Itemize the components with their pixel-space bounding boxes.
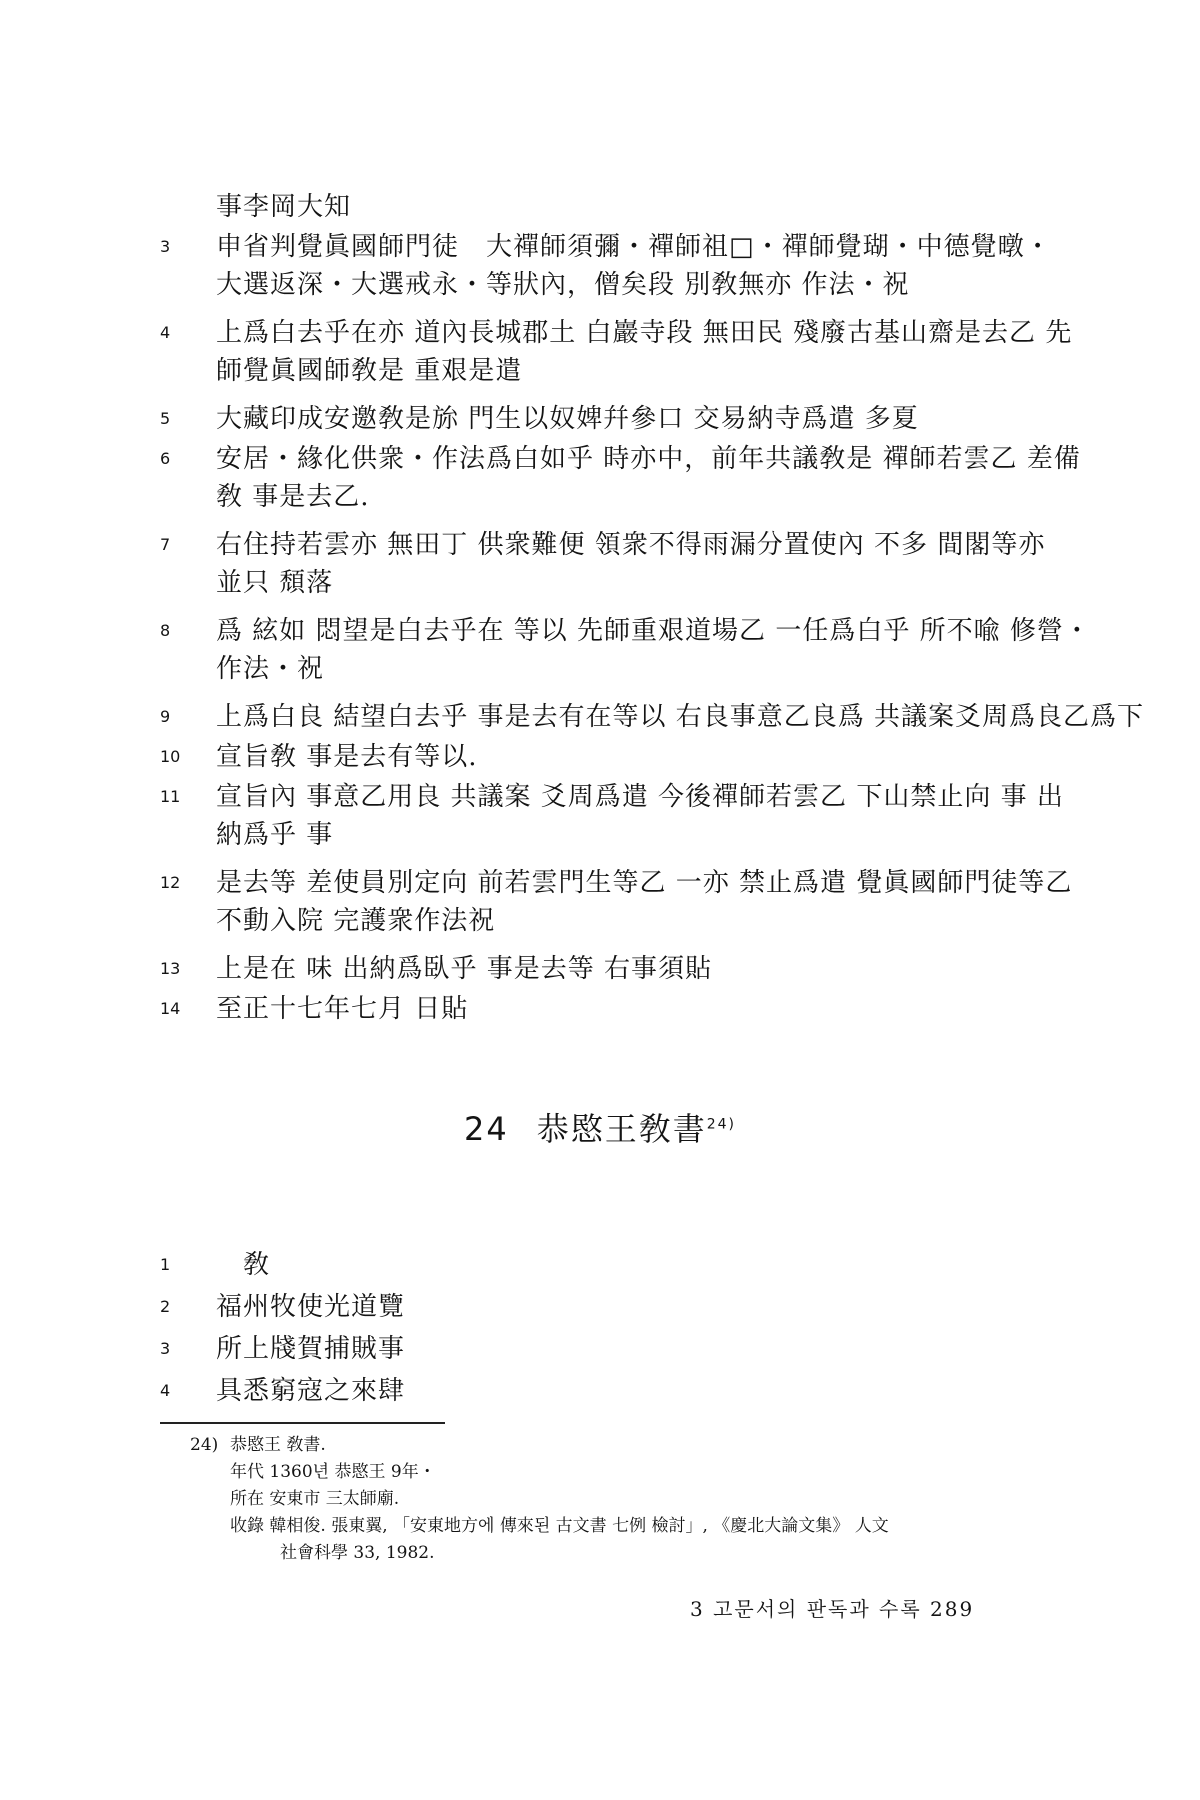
line-text-block bbox=[216, 612, 1091, 688]
line-number: 10 bbox=[160, 747, 181, 766]
text-line: 大選返深・大選戒永・等狀內，僧矣段 別敎無亦 作法・祝 bbox=[216, 270, 910, 300]
text-line: 宣旨內 事意乙用良 共議案 爻周爲遣 今後禪師若雲乙 下山禁止向 事 出 bbox=[216, 782, 1064, 812]
footnote-record-continued: 社會科學 33, 1982. bbox=[280, 1543, 435, 1563]
text-line: 宣旨敎 事是去有等以. bbox=[216, 742, 478, 772]
line-number: 7 bbox=[160, 535, 171, 554]
text-line: 上爲白良 結望白去乎 事是去有在等以 右良事意乙良爲 共議案爻周爲良乙爲下 bbox=[216, 702, 1145, 732]
footnote-record: 收錄 韓相俊. 張東翼, 「安東地方에 傳來된 古文書 七例 檢討」, 《慶北大論文集》 人文 bbox=[230, 1516, 889, 1536]
text-line: 師覺眞國師敎是 重艰是遣 bbox=[216, 356, 523, 386]
text-line: 不動入院 完護衆作法祝 bbox=[216, 906, 496, 936]
line-number: 12 bbox=[160, 873, 181, 892]
footnote-period: 年代 1360년 恭愍王 9年・ bbox=[230, 1462, 436, 1482]
text-line: 至正十七年七月 日貼 bbox=[216, 994, 469, 1024]
footnote-divider bbox=[160, 1422, 445, 1424]
text-line: 敎 事是去乙. bbox=[216, 482, 370, 512]
text-line: 上爲白去乎在亦 道內長城郡土 白巖寺段 無田民 殘廢古基山齋是去乙 先 bbox=[216, 318, 1073, 348]
text-line: 納爲乎 事 bbox=[216, 820, 334, 850]
line-number: 4 bbox=[160, 1381, 171, 1400]
line-number: 14 bbox=[160, 999, 181, 1018]
line-text-block bbox=[216, 314, 1073, 390]
line-number: 2 bbox=[160, 1297, 171, 1316]
line-text-block bbox=[216, 950, 1056, 988]
text-line: 爲 絃如 悶望是白去乎在 等以 先師重艰道場乙 一任爲白乎 所不喩 修營・ bbox=[216, 616, 1091, 646]
text-line: 敎 bbox=[216, 1250, 271, 1280]
line-text-block bbox=[216, 778, 1064, 854]
line-number: 13 bbox=[160, 959, 181, 978]
text-line: 事李岡大知 bbox=[216, 192, 352, 222]
text-line: 作法・祝 bbox=[216, 654, 325, 684]
text-line: 具悉窮寇之來肆 bbox=[216, 1376, 406, 1406]
text-line: 安居・緣化供衆・作法爲白如乎 時亦中，前年共議敎是 禪師若雲乙 差備 bbox=[216, 444, 1081, 474]
text-line: 右住持若雲亦 無田丁 供衆難便 領衆不得雨漏分置使內 不多 間閣等亦 bbox=[216, 530, 1046, 560]
line-text-block bbox=[216, 1246, 1056, 1284]
line-number: 6 bbox=[160, 449, 171, 468]
text-line: 福州牧使光道覽 bbox=[216, 1292, 406, 1322]
text-line: 大藏印成安邀敎是旀 門生以奴婢幷參口 交易納寺爲遣 多夏 bbox=[216, 404, 919, 434]
line-text-block bbox=[216, 1372, 1056, 1410]
line-text-block bbox=[216, 1330, 1056, 1368]
text-line: 是去等 差使員別定向 前若雲門生等乙 一亦 禁止爲遣 覺眞國師門徒等乙 bbox=[216, 868, 1073, 898]
line-text-block bbox=[216, 698, 1145, 736]
footnote-title: 恭愍王 敎書. bbox=[230, 1435, 326, 1455]
line-number: 3 bbox=[160, 1339, 171, 1358]
line-text-block bbox=[216, 188, 1056, 226]
line-number: 1 bbox=[160, 1255, 171, 1274]
footnote-reference: 24) bbox=[706, 1116, 736, 1133]
text-line: 上是在 味 出納爲臥乎 事是去等 右事須貼 bbox=[216, 954, 713, 984]
line-text-block bbox=[216, 228, 1056, 304]
text-line: 申省判覺眞國師門徒 大禪師須彌・禪師祖□・禪師覺瑚・中德覺暾・ bbox=[216, 232, 1052, 262]
section-heading bbox=[0, 1104, 1200, 1150]
line-number: 3 bbox=[160, 237, 171, 256]
page-footer: 3 고문서의 판독과 수록 289 bbox=[690, 1597, 975, 1621]
line-number: 8 bbox=[160, 621, 171, 640]
text-line: 並只 頹落 bbox=[216, 568, 334, 598]
line-text-block bbox=[216, 526, 1056, 602]
line-number: 9 bbox=[160, 707, 171, 726]
section-title: 恭愍王敎書 bbox=[536, 1110, 707, 1148]
footnote-marker: 24) bbox=[190, 1435, 219, 1455]
line-text-block bbox=[216, 738, 1056, 776]
footnote-location: 所在 安東市 三太師廟. bbox=[230, 1489, 400, 1509]
line-text-block bbox=[216, 440, 1081, 516]
line-number: 11 bbox=[160, 787, 181, 806]
line-number: 5 bbox=[160, 409, 171, 428]
text-line: 所上牋賀捕賊事 bbox=[216, 1334, 406, 1364]
line-text-block bbox=[216, 864, 1073, 940]
section-number: 24 bbox=[463, 1110, 509, 1148]
line-text-block bbox=[216, 400, 1056, 438]
line-text-block bbox=[216, 990, 1056, 1028]
line-number: 4 bbox=[160, 323, 171, 342]
line-text-block bbox=[216, 1288, 1056, 1326]
